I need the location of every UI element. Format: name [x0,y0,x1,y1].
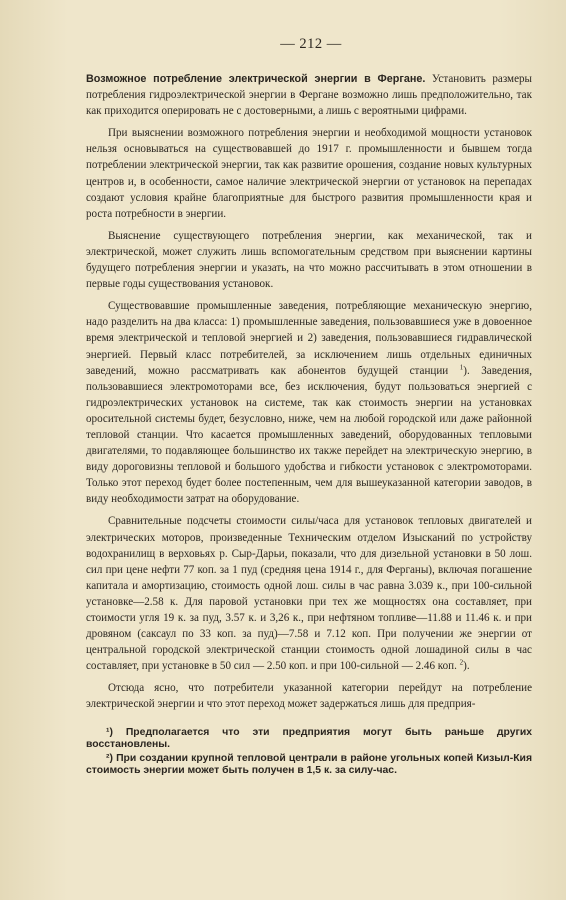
paragraph-4-text: Существовавшие промышленные заведения, потребляющие механическую энергию, надо разделить на два класса: 1) промышленные заведения, пользовавшиеся уже в довоенное время электрической и тепловой энергией и 2) заведения, пользовавшиеся гидравлической энергией. Первый класс потребителей, за исключением лишь отдельных единичных заведений, можно рассматривать как абонентов будущей станции [86,300,532,377]
paragraph-5 [86,513,532,674]
footnote-2 [86,753,532,778]
footnote-1 [86,727,532,752]
section-heading: Возможное потребление электрической энергии в Фергане. [86,73,426,85]
footnotes [86,727,532,778]
paragraph-1-text: Установить размеры потребления гидроэлектрической энергии в Фергане возможно лишь предположительно, так как приходится оперировать не с достоверными, а лишь с вероятными цифрами. [86,73,532,118]
footnote-marker: ¹) [106,726,113,738]
paragraph-4-text-continued: ). Заведения, пользовавшиеся электромоторами все, без исключения, будут пользоваться энергией с гидроэлектрических установок на системе, так как стоимость энергии на установках оросительной системы будет, безусловно, ниже, чем на любой городской или даже районной тепловой станции. Что касается промышленных заведений, оборудованных тепловыми двигателями, то подавляющее большинство их также перейдет на электрическую энергию, в виду дороговизны тепловой и большого удобства и гибкости установок с электромоторами. Только этот переход будет более постепенным, чем для вышеуказанной категории заводов, в виду необходимости затрат на оборудование. [86,364,532,506]
paragraph-5-text-continued: ). [463,660,470,673]
footnote-marker: ²) [106,752,113,764]
footnote-text: При создании крупной тепловой централи в районе угольных копей Кизыл-Кия стоимость энергии может быть получен в 1,5 к. за силу-час. [86,752,533,777]
paragraph-5-text: Сравнительные подсчеты стоимости силы/часа для установок тепловых двигателей и электрических моторов, произведенные Техническим отделом Изысканий по устройству водохранилищ в верховьях р. Сыр-Дарьи, показали, что для дизельной установки в 50 лош. сил при цене нефти 77 коп. за 1 пуд (средняя цена 1914 г., для Ферганы), включая погашение капитала и амортизацию, стоимость одной лош. силы в час равна 3.039 к., при 100-сильной установке—2.58 к. Для паровой установки при тех же мощностях она составляет, при стоимости угля 19 к. за пуд, 3.57 к. и 3,26 к., при нефтяном топливе—11.88 и 11.46 к. и при дровяном (саксаул по 33 коп. за пуд)—7.58 и 7.12 коп. При получении же энергии от центральной городской электрической станции стоимость одной лошадиной силы в час составляет, при установке в 50 сил — 2.50 коп. и при 100-сильной — 2.46 коп. [86,515,532,673]
paragraph-2: При выяснении возможного потребления энергии и необходимой мощности установок нельзя основываться на существовавшей до 1917 г. промышленности и бывшем тогда потреблении электрической энергии, так как развитие орошения, создание новых культурных центров и, в особенности, самое наличие электрической энергии от установок на перепадах создают условия крайне благоприятные для быстрого развития промышленности края и роста потребности в энергии. [86,127,532,220]
page-number: — 212 — [280,36,342,52]
paragraph-3: Выяснение существующего потребления энергии, как механической, так и электрической, может служить лишь вспомогательным средством при выяснении картины будущего потребления энергии и указать, на что можно рассчитывать в этом отношении в первые годы существования установок. [86,229,532,291]
paragraph-6: Отсюда ясно, что потребители указанной категории перейдут на потребление электрической энергии и что этот переход может задержаться лишь для предприя- [86,682,532,711]
footnote-ref-2: 2 [459,658,464,667]
footnote-text: Предполагается что эти предприятия могут быть раньше других восстановлены. [86,726,533,751]
paragraph-4 [86,298,532,507]
paragraph-1 [86,71,532,119]
body-text [86,71,532,713]
footnote-ref-1: 1 [459,362,464,371]
